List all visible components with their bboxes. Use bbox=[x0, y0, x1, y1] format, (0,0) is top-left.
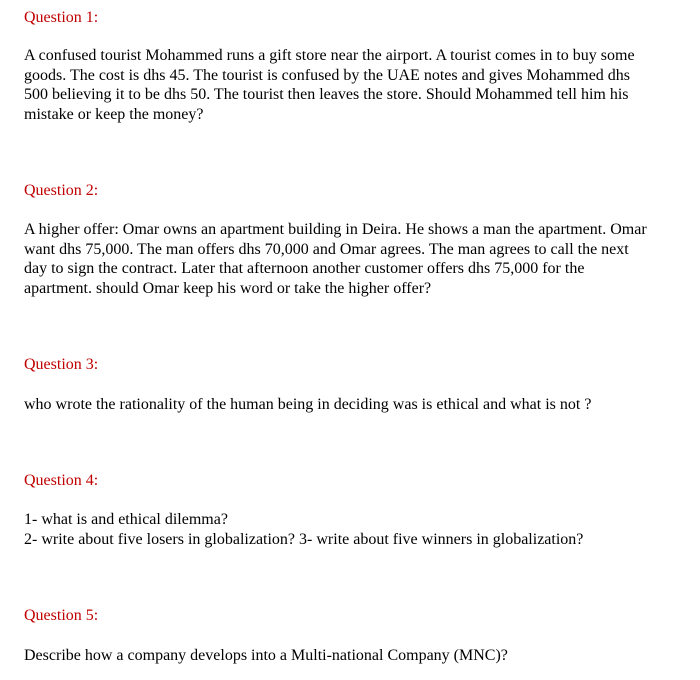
question-5-line-1: Describe how a company develops into a Multi-national Company (MNC)? bbox=[24, 647, 508, 664]
question-2-line-4: apartment. should Omar keep his word or take the higher offer? bbox=[24, 279, 432, 297]
question-1-heading: Question 1: bbox=[24, 9, 99, 26]
question-3-heading: Question 3: bbox=[24, 356, 99, 373]
question-2-line-2: want dhs 75,000. The man offers dhs 70,000 and Omar agrees. The man agrees to call the next bbox=[24, 240, 629, 258]
question-5-heading: Question 5: bbox=[24, 607, 99, 624]
question-5-text bbox=[24, 646, 686, 666]
question-2-line-1: A higher offer: Omar owns an apartment building in Deira. He shows a man the apartment. Omar bbox=[24, 221, 647, 238]
question-4-line-1: 1- what is and ethical dilemma? bbox=[24, 511, 228, 528]
question-3-line-1: who wrote the rationality of the human being in deciding was is ethical and what is not ? bbox=[24, 396, 592, 413]
question-4-heading: Question 4: bbox=[24, 472, 99, 489]
question-1-line-4: mistake or keep the money? bbox=[24, 105, 204, 123]
question-1-line-1: A confused tourist Mohammed runs a gift store near the airport. A tourist comes in to buy some bbox=[24, 47, 635, 64]
question-3-text bbox=[24, 395, 686, 415]
question-2-text bbox=[24, 220, 686, 298]
question-1-line-2: goods. The cost is dhs 45. The tourist is confused by the UAE notes and gives Mohammed dhs bbox=[24, 66, 631, 84]
question-1-line-3: 500 believing it to be dhs 50. The tourist then leaves the store. Should Mohammed tell him his bbox=[24, 86, 629, 103]
question-4-text bbox=[24, 510, 686, 549]
question-2-heading: Question 2: bbox=[24, 182, 99, 199]
question-4-line-2: 2- write about five losers in globalization? 3- write about five winners in globalization? bbox=[24, 530, 584, 548]
question-2-line-3: day to sign the contract. Later that afternoon another customer offers dhs 75,000 for the bbox=[24, 260, 585, 277]
question-1-text bbox=[24, 46, 686, 124]
